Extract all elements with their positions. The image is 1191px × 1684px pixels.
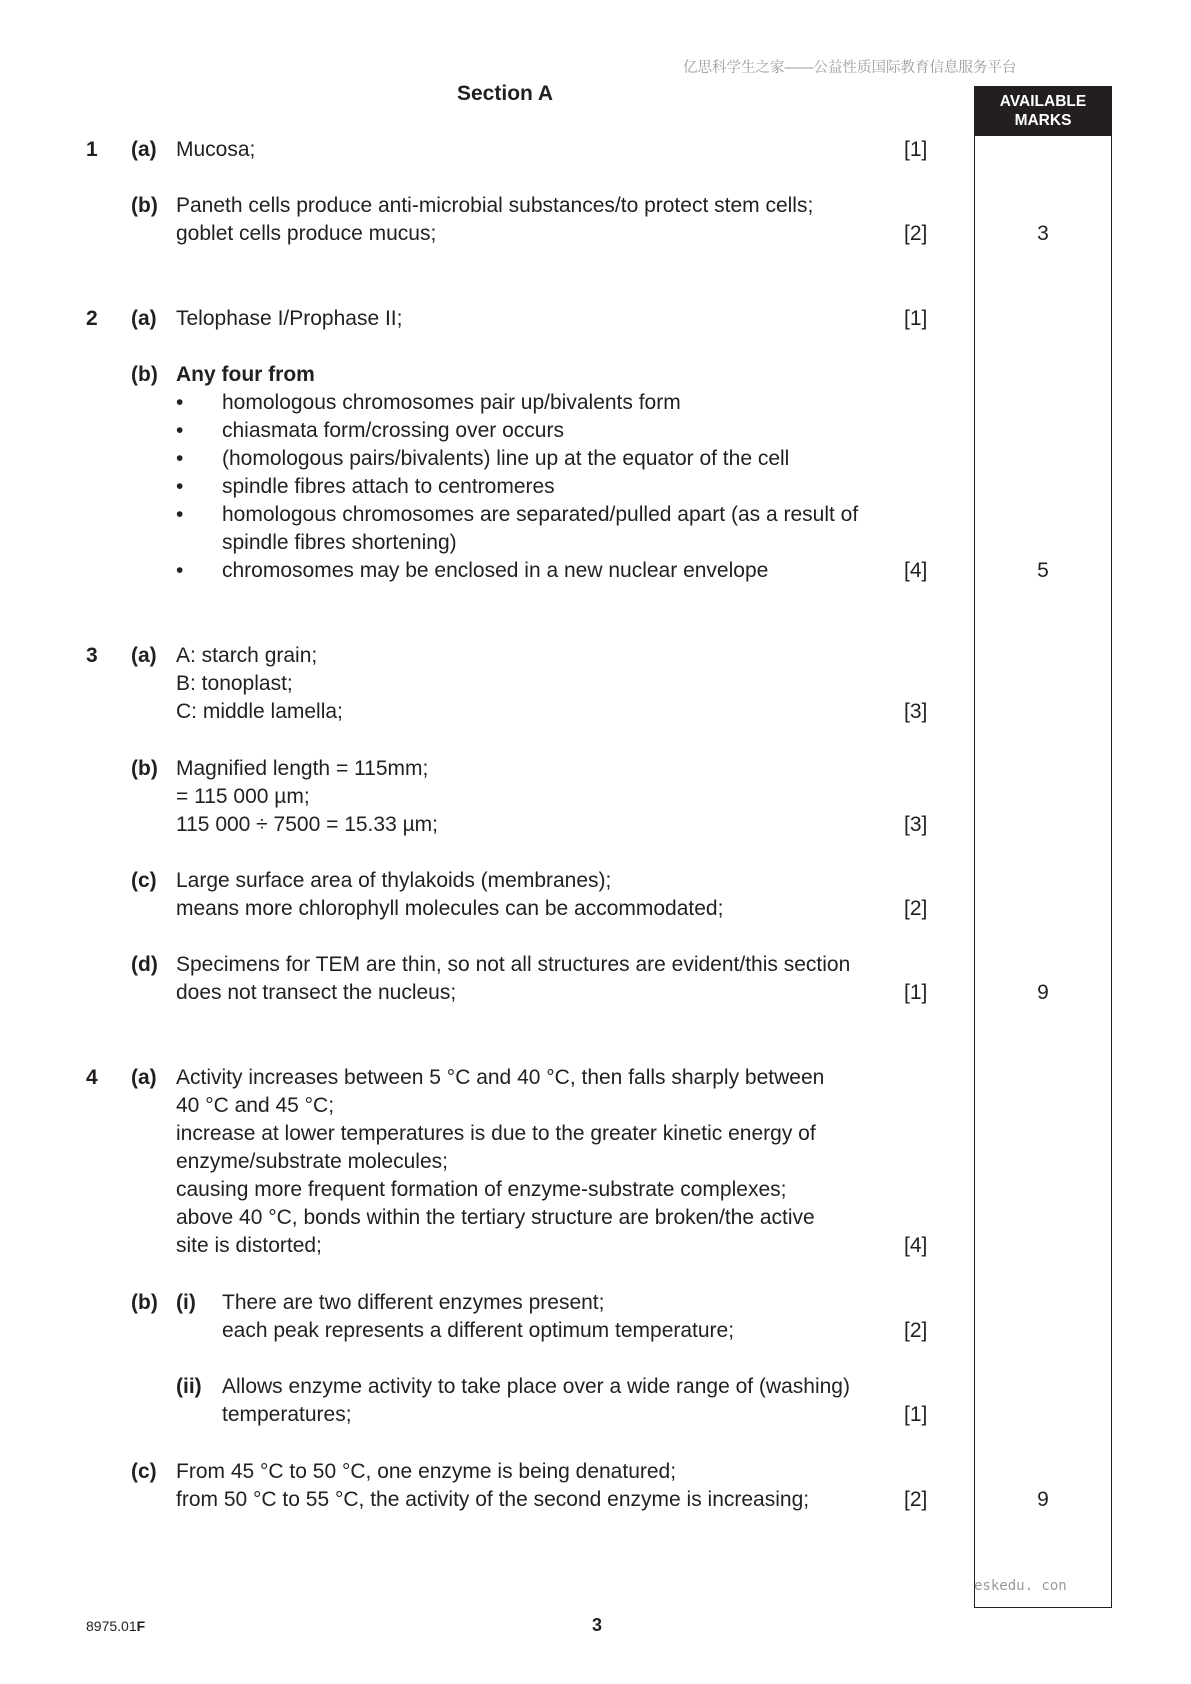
q3-available: 9 bbox=[1037, 981, 1049, 1004]
q3a-mark: [3] bbox=[904, 700, 928, 723]
q2a-label: (a) bbox=[131, 307, 157, 330]
q4-available: 9 bbox=[1037, 1488, 1049, 1511]
q3d-line-1: Specimens for TEM are thin, so not all structures are evident/this section bbox=[176, 953, 851, 976]
footer-code bbox=[86, 1618, 145, 1634]
q1a-line-1: Mucosa; bbox=[176, 138, 256, 161]
q3d-line-2: does not transect the nucleus; bbox=[176, 981, 457, 1004]
footer-code-suffix: F bbox=[136, 1618, 146, 1634]
q2b-label: (b) bbox=[131, 363, 158, 386]
q3d-mark: [1] bbox=[904, 981, 928, 1004]
q4a-mark: [4] bbox=[904, 1234, 928, 1257]
q2-available: 5 bbox=[1037, 559, 1049, 582]
bullet-2: • bbox=[176, 419, 184, 442]
q1b-line-2: goblet cells produce mucus; bbox=[176, 222, 437, 245]
bullet-4: • bbox=[176, 475, 184, 498]
q3a-line-2: B: tonoplast; bbox=[176, 672, 293, 695]
q4a-line-3: increase at lower temperatures is due to the greater kinetic energy of bbox=[176, 1122, 816, 1145]
q4c-mark: [2] bbox=[904, 1488, 928, 1511]
bullet-3: • bbox=[176, 447, 184, 470]
q4bii-mark: [1] bbox=[904, 1403, 928, 1426]
q4c-line-1: From 45 °C to 50 °C, one enzyme is being denatured; bbox=[176, 1460, 677, 1483]
q1b-label: (b) bbox=[131, 194, 158, 217]
q2b-bullet-1: homologous chromosomes pair up/bivalents form bbox=[222, 391, 681, 414]
available-marks-header bbox=[974, 86, 1112, 136]
q2-number: 2 bbox=[86, 307, 98, 330]
q1a-label: (a) bbox=[131, 138, 157, 161]
q4-number: 4 bbox=[86, 1066, 98, 1089]
q4b-label: (b) bbox=[131, 1291, 158, 1314]
q2a-mark: [1] bbox=[904, 307, 928, 330]
q4bi-label: (i) bbox=[176, 1291, 196, 1314]
q3a-line-3: C: middle lamella; bbox=[176, 700, 343, 723]
q4bii-line-1: Allows enzyme activity to take place over a wide range of (washing) bbox=[222, 1375, 850, 1398]
q4bi-line-2: each peak represents a different optimum temperature; bbox=[222, 1319, 735, 1342]
q3a-label: (a) bbox=[131, 644, 157, 667]
q3b-label: (b) bbox=[131, 757, 158, 780]
q2b-bullet-5: homologous chromosomes are separated/pulled apart (as a result of bbox=[222, 503, 859, 526]
available-marks-column bbox=[974, 136, 1112, 1608]
q3a-line-1: A: starch grain; bbox=[176, 644, 318, 667]
q3c-line-2: means more chlorophyll molecules can be accommodated; bbox=[176, 897, 724, 920]
q4c-line-2: from 50 °C to 55 °C, the activity of the second enzyme is increasing; bbox=[176, 1488, 810, 1511]
q4a-line-2: 40 °C and 45 °C; bbox=[176, 1094, 335, 1117]
q3b-line-2: = 115 000 µm; bbox=[176, 785, 310, 808]
q2a-line-1: Telophase I/Prophase II; bbox=[176, 307, 403, 330]
q2b-bullet-5-cont: spindle fibres shortening) bbox=[222, 531, 457, 554]
q4bii-line-2: temperatures; bbox=[222, 1403, 352, 1426]
q2b-heading: Any four from bbox=[176, 363, 315, 386]
q4bi-mark: [2] bbox=[904, 1319, 928, 1342]
page-number: 3 bbox=[592, 1615, 603, 1635]
q4c-label: (c) bbox=[131, 1460, 157, 1483]
q1-available: 3 bbox=[1037, 222, 1049, 245]
section-title: Section A bbox=[457, 82, 554, 105]
q3c-line-1: Large surface area of thylakoids (membranes); bbox=[176, 869, 612, 892]
available-marks-label-2: MARKS bbox=[1014, 112, 1072, 129]
q1b-line-1: Paneth cells produce anti-microbial substances/to protect stem cells; bbox=[176, 194, 814, 217]
q4bii-label: (ii) bbox=[176, 1375, 202, 1398]
bullet-5: • bbox=[176, 503, 184, 526]
q1-number: 1 bbox=[86, 138, 98, 161]
q3b-line-3: 115 000 ÷ 7500 = 15.33 µm; bbox=[176, 813, 439, 836]
q3b-mark: [3] bbox=[904, 813, 928, 836]
q2b-bullet-3: (homologous pairs/bivalents) line up at the equator of the cell bbox=[222, 447, 790, 470]
q3d-label: (d) bbox=[131, 953, 158, 976]
q4a-line-4: enzyme/substrate molecules; bbox=[176, 1150, 448, 1173]
q3c-label: (c) bbox=[131, 869, 157, 892]
available-marks-label-1: AVAILABLE bbox=[999, 93, 1087, 110]
watermark-top: 亿思科学生之家——公益性质国际教育信息服务平台 bbox=[683, 60, 1017, 76]
q2b-bullet-4: spindle fibres attach to centromeres bbox=[222, 475, 555, 498]
watermark-bottom: eskedu. con bbox=[974, 1578, 1067, 1594]
footer-code-number: 8975.01 bbox=[86, 1618, 137, 1634]
q1a-mark: [1] bbox=[904, 138, 928, 161]
bullet-6: • bbox=[176, 559, 184, 582]
q4a-line-5: causing more frequent formation of enzyme-substrate complexes; bbox=[176, 1178, 787, 1201]
q4a-label: (a) bbox=[131, 1066, 157, 1089]
q1b-mark: [2] bbox=[904, 222, 928, 245]
q3-number: 3 bbox=[86, 644, 98, 667]
q4a-line-6: above 40 °C, bonds within the tertiary structure are broken/the active bbox=[176, 1206, 815, 1229]
q2b-bullet-2: chiasmata form/crossing over occurs bbox=[222, 419, 564, 442]
q3c-mark: [2] bbox=[904, 897, 928, 920]
q4bi-line-1: There are two different enzymes present; bbox=[222, 1291, 605, 1314]
q2b-bullet-6: chromosomes may be enclosed in a new nuclear envelope bbox=[222, 559, 769, 582]
q3b-line-1: Magnified length = 115mm; bbox=[176, 757, 429, 780]
q4a-line-7: site is distorted; bbox=[176, 1234, 322, 1257]
bullet-1: • bbox=[176, 391, 184, 414]
q2b-mark: [4] bbox=[904, 559, 928, 582]
q4a-line-1: Activity increases between 5 °C and 40 °C, then falls sharply between bbox=[176, 1066, 825, 1089]
